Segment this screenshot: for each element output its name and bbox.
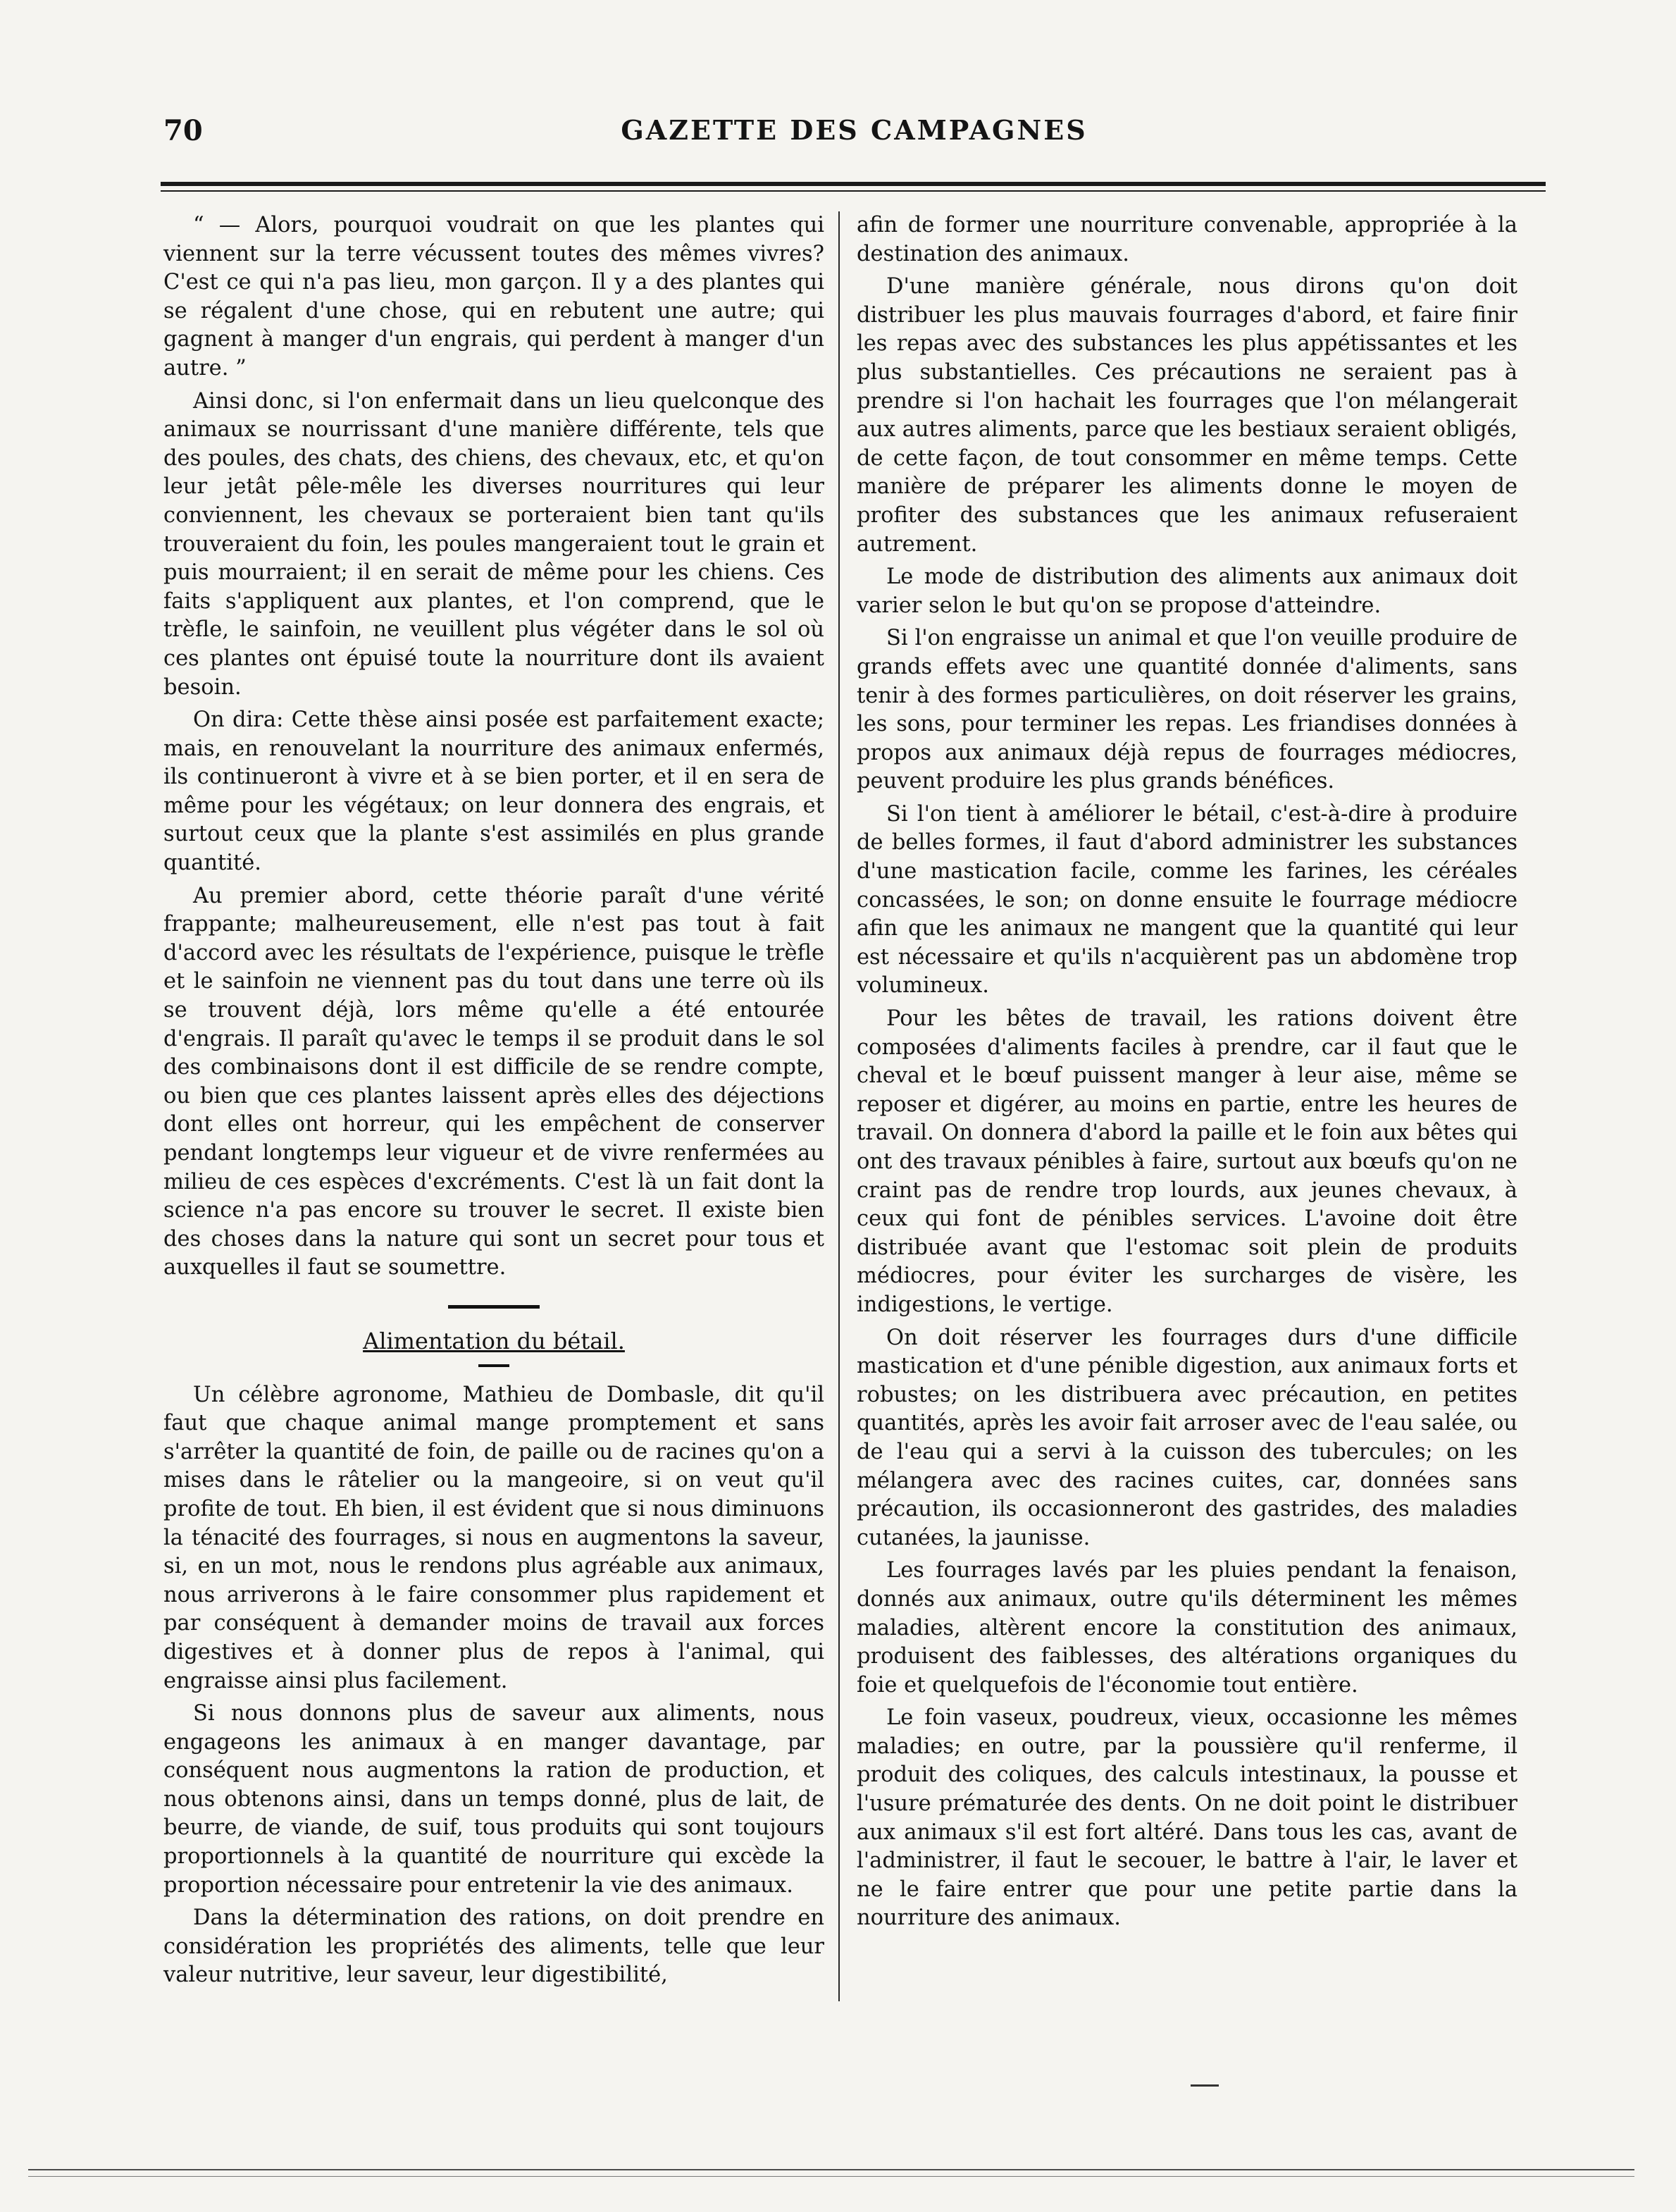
paragraph: Un célèbre agronome, Mathieu de Dombasle, dit qu'il faut que chaque animal mange promptement et sans s'arrêter la quantité de foin, de paille ou de racines qu'on a mises dans le râtelier ou la mangeoire, si on veut qu'il profite de tout. Eh bien, il est évident que si nous diminuons la ténacité des fourrages, si nous en augmentons la saveur, si, en un mot, nous le rendons plus agréable aux animaux, nous arriverons à le faire consommer plus rapidement et par conséquent à demander moins de travail aux forces digestives et à donner plus de repos à l'animal, qui engraisse ainsi plus facilement.	[163, 1382, 824, 1693]
end-dash	[1191, 2084, 1219, 2087]
paragraph: Le foin vaseux, poudreux, vieux, occasionne les mêmes maladies; en outre, par la poussière qu'il renferme, il produit des coliques, des calculs intestinaux, la pousse et l'usure prématurée des dents. On ne doit point le distribuer aux animaux s'il est fort altéré. Dans tous les cas, avant de l'administrer, il faut le secouer, le battre à l'air, le laver et ne le faire entrer que pour une petite partie dans la nourriture des animaux.	[857, 1705, 1517, 1931]
heading-rule	[478, 1364, 509, 1367]
right-column	[857, 211, 1517, 1937]
paragraph: On dira: Cette thèse ainsi posée est parfaitement exacte; mais, en renouvelant la nourriture des animaux enfermés, ils continueront à vivre et à se bien porter, et il en sera de même pour les végétaux; on leur donnera des engrais, et surtout ceux que la plante s'est assimilés en plus grande quantité.	[163, 708, 824, 876]
paragraph: Le mode de distribution des aliments aux animaux doit varier selon le but qu'on se propose d'atteindre.	[857, 564, 1517, 618]
bottom-rule-thin	[28, 2176, 1634, 2177]
paragraph: afin de former une nourriture convenable, appropriée à la destination des animaux.	[857, 213, 1517, 266]
column-divider	[838, 211, 840, 2001]
paragraph: Si nous donnons plus de saveur aux aliments, nous engageons les animaux à en manger davantage, par conséquent nous augmentons la ration de production, et nous obtenons ainsi, dans un temps donné, plus de lait, de beurre, de viande, de suif, tous produits qui sont toujours proportionnels à la quantité de nourriture qui excède la proportion nécessaire pour entretenir la vie des animaux.	[163, 1701, 824, 1898]
paragraph: Au premier abord, cette théorie paraît d'une vérité frappante; malheureusement, elle n'est pas tout à fait d'accord avec les résultats de l'expérience, puisque le trèfle et le sainfoin ne viennent pas du tout dans une terre où ils se trouvent déjà, lors même qu'elle a été entourée d'engrais. Il paraît qu'avec le temps il se produit dans le sol des combinaisons dont il est difficile de se rendre compte, ou bien que ces plantes laissent après elles des déjections dont elles ont horreur, qui les empêchent de conserver pendant longtemps leur vigueur et de vivre renfermées au milieu de ces espèces d'excréments. C'est là un fait dont la science n'a pas encore su trouver le secret. Il existe bien des choses dans la nature qui sont un secret pour tous et auxquelles il faut se soumettre.	[163, 883, 824, 1280]
section-heading: Alimentation du bétail.	[363, 1327, 625, 1354]
section-separator	[448, 1305, 540, 1309]
paragraph: Si l'on engraisse un animal et que l'on veuille produire de grands effets avec une quantité donnée d'aliments, sans tenir à des formes particulières, on doit réserver les grains, les sons, pour terminer les repas. Les friandises données à propos aux animaux déjà repus de fourrages médiocres, peuvent produire les plus grands bénéfices.	[857, 626, 1517, 794]
bottom-rule	[28, 2169, 1634, 2170]
left-column	[163, 211, 824, 1994]
paragraph: Dans la détermination des rations, on doit prendre en considération les propriétés des aliments, telle que leur valeur nutritive, leur saveur, leur digestibilité,	[163, 1905, 824, 1988]
paragraph: Si l'on tient à améliorer le bétail, c'est-à-dire à produire de belles formes, il faut d'abord administrer les substances d'une mastication facile, comme les farines, les céréales concassées, le son; on donne ensuite le fourrage médiocre afin que les animaux ne mangent que la quantité qui leur est nécessaire et qu'ils n'acquièrent pas un abdomène trop volumineux.	[857, 801, 1517, 999]
paragraph: Pour les bêtes de travail, les rations doivent être composées d'aliments faciles à prendre, car il faut que le cheval et le bœuf puissent manger à leur aise, même se reposer et digérer, au moins en partie, entre les heures de travail. On donnera d'abord la paille et le foin aux bêtes qui ont des travaux pénibles à faire, surtout aux bœufs qu'on ne craint pas de rendre trop lourds, aux jeunes chevaux, à ceux qui font de pénibles services. L'avoine doit être distribuée avant que l'estomac soit plein de produits médiocres, pour éviter les surcharges de visère, les indigestions, le vertige.	[857, 1006, 1517, 1317]
paragraph: D'une manière générale, nous dirons qu'on doit distribuer les plus mauvais fourrages d'abord, et faire finir les repas avec des substances les plus appétissantes et les plus substantielles. Ces précautions ne seraient pas à prendre si l'on hachait les fourrages que l'on mélangerait aux autres aliments, parce que les bestiaux seraient obligés, de cette façon, de tout consommer en même temps. Cette manière de préparer les aliments donne le moyen de profiter des substances que les animaux refuseraient autrement.	[857, 274, 1517, 557]
paragraph: “ — Alors, pourquoi voudrait on que les plantes qui viennent sur la terre vécussent toutes des mêmes vivres? C'est ce qui n'a pas lieu, mon garçon. Il y a des plantes qui se régalent d'une chose, qui en rebutent une autre; qui gagnent à manger d'un engrais, qui perdent à manger d'un autre. ”	[163, 213, 824, 381]
page-number: 70	[163, 114, 203, 147]
paragraph: Les fourrages lavés par les pluies pendant la fenaison, donnés aux animaux, outre qu'ils déterminent les mêmes maladies, altèrent encore la constitution des animaux, produisent des faiblesses, des altérations organiques du foie et quelquefois de l'économie tout entière.	[857, 1558, 1517, 1698]
running-head-title: GAZETTE DES CAMPAGNES	[621, 114, 1088, 146]
header-rule-thin	[161, 190, 1546, 192]
header-rule	[161, 182, 1546, 186]
paragraph: Ainsi donc, si l'on enfermait dans un lieu quelconque des animaux se nourrissant d'une manière différente, tels que des poules, des chats, des chiens, des chevaux, etc, et qu'on leur jetât pêle-mêle les diverses nourritures qui leur conviennent, les chevaux se porteraient bien tant qu'ils trouveraient du foin, les poules mangeraient tout le grain et puis mourraient; il en serait de même pour les chiens. Ces faits s'appliquent aux plantes, et l'on comprend, que le trèfle, le sainfoin, ne veuillent plus végéter dans le sol où ces plantes ont épuisé toute la nourriture dont ils avaient besoin.	[163, 388, 824, 700]
paragraph: On doit réserver les fourrages durs d'une difficile mastication et d'une pénible digestion, aux animaux forts et robustes; on les distribuera avec précaution, en petites quantités, après les avoir fait arroser avec de l'eau salée, ou de l'eau qui a servi à la cuisson des tubercules; on les mélangera avec des racines cuites, car, données sans précaution, ils occasionneront des gastrides, des maladies cutanées, la jaunisse.	[857, 1325, 1517, 1550]
